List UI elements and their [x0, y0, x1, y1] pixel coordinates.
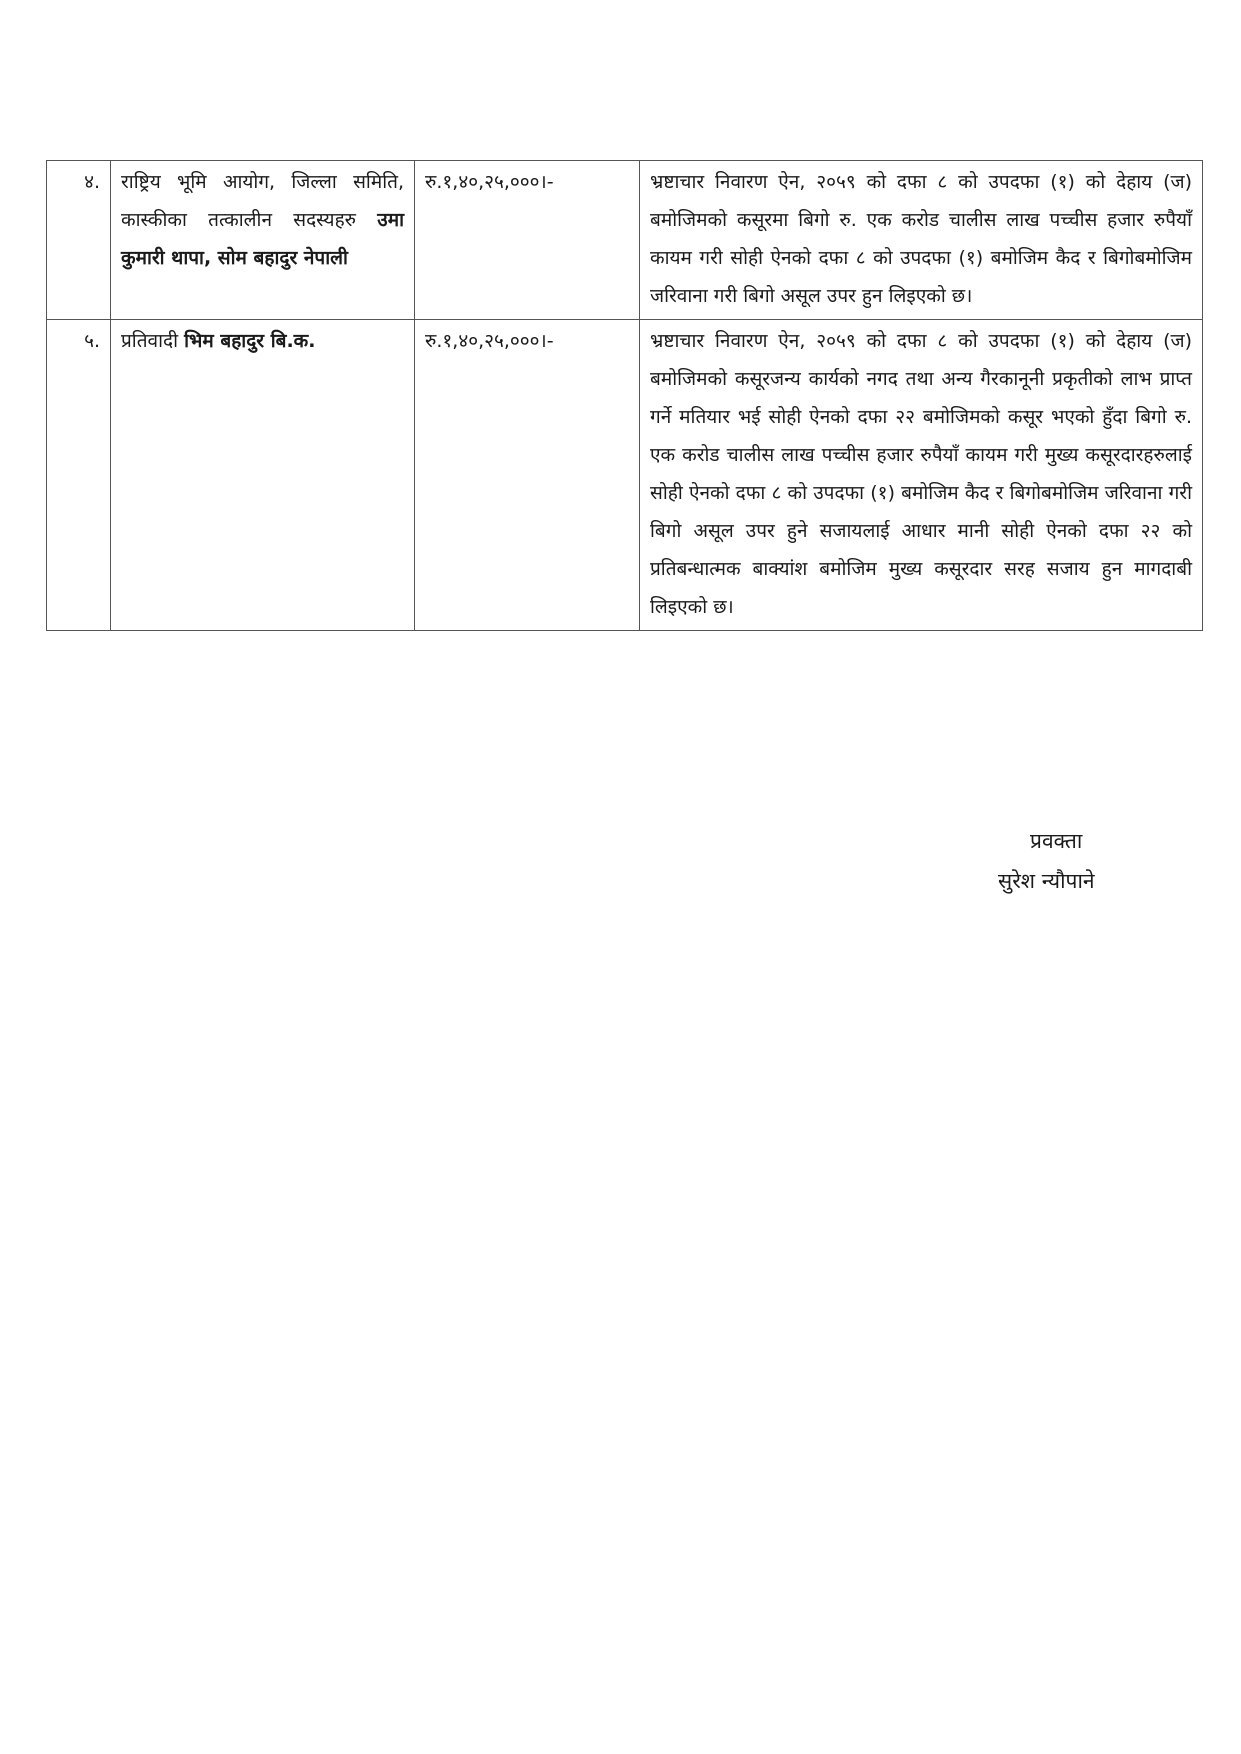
- claim-amount: रु.१,४०,२५,०००।-: [415, 320, 640, 631]
- defendant-name: उमा कुमारी थापा, सोम बहादुर नेपाली: [121, 209, 404, 269]
- defendant-name: भिम बहादुर बि.क.: [184, 330, 316, 352]
- defendant-prefix: प्रतिवादी: [121, 330, 179, 352]
- signature-title: प्रवक्ता: [1030, 829, 1083, 853]
- defendant-cell: [111, 320, 415, 631]
- defendant-cell: [111, 161, 415, 320]
- charge-description: भ्रष्टाचार निवारण ऐन, २०५९ को दफा ८ को उपदफा (१) को देहाय (ज) बमोजिमको कसूरमा बिगो रु. एक करोड चालीस लाख पच्चीस हजार रुपैयाँ कायम गरी सोही ऐनको दफा ८ को उपदफा (१) बमोजिम कैद र बिगोबमोजिम जरिवाना गरी बिगो असूल उपर हुन लिइएको छ।: [640, 161, 1203, 320]
- table-row: [47, 161, 1203, 320]
- table-row: [47, 320, 1203, 631]
- claim-amount: रु.१,४०,२५,०००।-: [415, 161, 640, 320]
- charge-description: भ्रष्टाचार निवारण ऐन, २०५९ को दफा ८ को उपदफा (१) को देहाय (ज) बमोजिमको कसूरजन्य कार्यको नगद तथा अन्य गैरकानूनी प्रकृतीको लाभ प्राप्त गर्ने मतियार भई सोही ऐनको दफा २२ बमोजिमको कसूर भएको हुँदा बिगो रु. एक करोड चालीस लाख पच्चीस हजार रुपैयाँ कायम गरी मुख्य कसूरदारहरुलाई सोही ऐनको दफा ८ को उपदफा (१) बमोजिम कैद र बिगोबमोजिम जरिवाना गरी बिगो असूल उपर हुने सजायलाई आधार मानी सोही ऐनको दफा २२ को प्रतिबन्धात्मक बाक्यांश बमोजिम मुख्य कसूरदार सरह सजाय हुन मागदाबी लिइएको छ।: [640, 320, 1203, 631]
- case-table: [46, 160, 1203, 631]
- signature-name: सुरेश न्यौपाने: [998, 869, 1095, 893]
- defendant-prefix: राष्ट्रिय भूमि आयोग, जिल्ला समिति, कास्कीका तत्कालीन सदस्यहरु: [121, 171, 404, 231]
- row-number: ५.: [47, 320, 111, 631]
- row-number: ४.: [47, 161, 111, 320]
